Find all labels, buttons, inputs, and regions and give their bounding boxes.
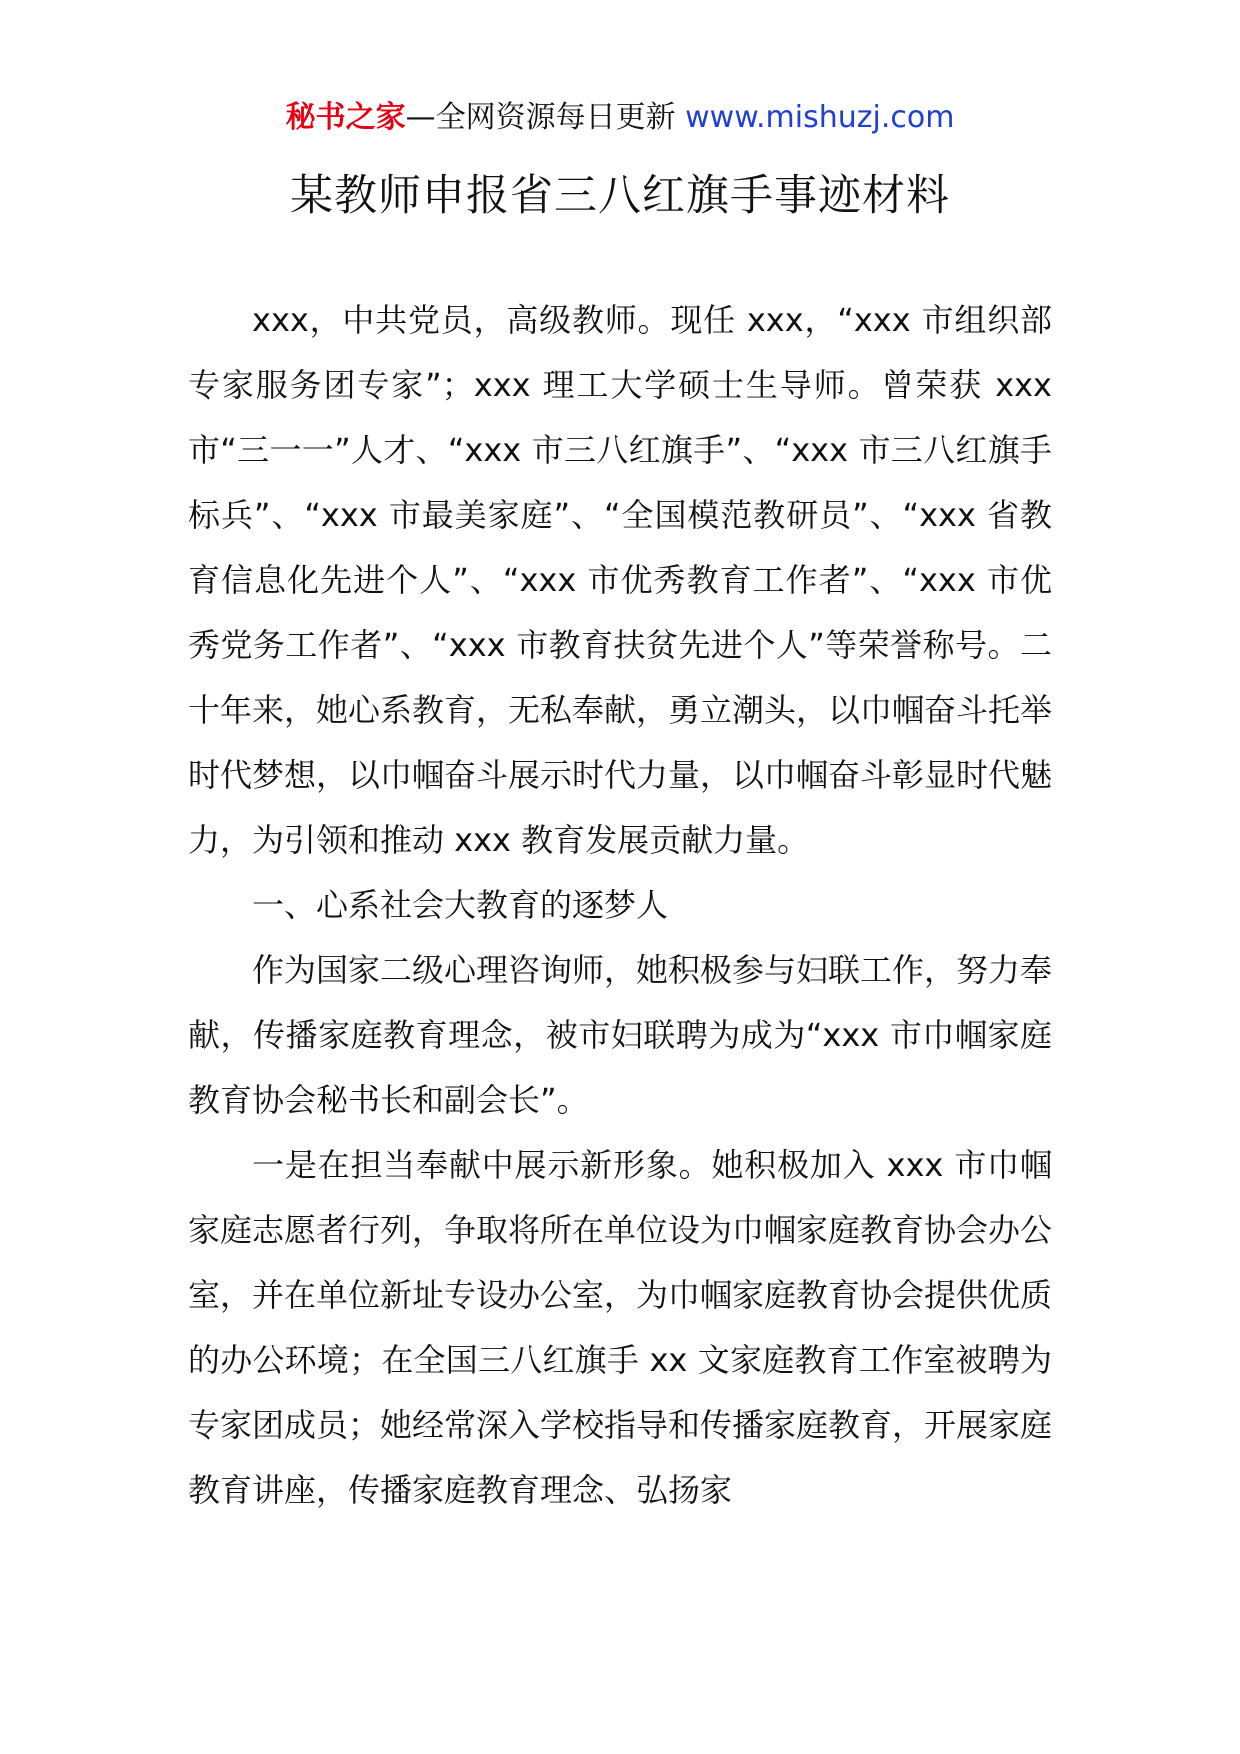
document-body bbox=[188, 288, 1052, 1523]
intro-paragraph: xxx，中共党员，高级教师。现任 xxx，“xxx 市组织部专家服务团专家”；xxx 理工大学硕士生导师。曾荣获 xxx 市“三一一”人才、“xxx 市三八红旗手”、“xxx 市三八红旗手标兵”、“xxx 市最美家庭”、“全国模范教研员”、“xxx 省教育信息化先进个人”、“xxx 市优秀教育工作者”、“xxx 市优秀党务工作者”、“xxx 市教育扶贫先进个人”等荣誉称号。二十年来，她心系教育，无私奉献，勇立潮头，以巾帼奋斗托举时代梦想，以巾帼奋斗展示时代力量，以巾帼奋斗彰显时代魅力，为引领和推动 xxx 教育发展贡献力量。 bbox=[188, 301, 1053, 859]
body-paragraph: 一是在担当奉献中展示新形象。她积极加入 xxx 市巾帼家庭志愿者行列，争取将所在单位设为巾帼家庭教育协会办公室，并在单位新址专设办公室，为巾帼家庭教育协会提供优质的办公环境；在全国三八红旗手 xx 文家庭教育工作室被聘为专家团成员；她经常深入学校指导和传播家庭教育，开展家庭教育讲座，传播家庭教育理念、弘扬家 bbox=[188, 1146, 1053, 1509]
body-paragraph: 作为国家二级心理咨询师，她积极参与妇联工作，努力奉献，传播家庭教育理念，被市妇联聘为成为“xxx 市巾帼家庭教育协会秘书长和副会长”。 bbox=[188, 951, 1053, 1119]
document-title: 某教师申报省三八红旗手事迹材料 bbox=[290, 171, 950, 221]
section-heading: 一、心系社会大教育的逐梦人 bbox=[252, 886, 669, 924]
site-brand: 秘书之家 bbox=[285, 100, 406, 135]
site-url-link[interactable]: www.mishuzj.com bbox=[685, 100, 955, 135]
site-slogan: —全网资源每日更新 bbox=[405, 100, 686, 135]
site-header bbox=[0, 98, 1240, 138]
